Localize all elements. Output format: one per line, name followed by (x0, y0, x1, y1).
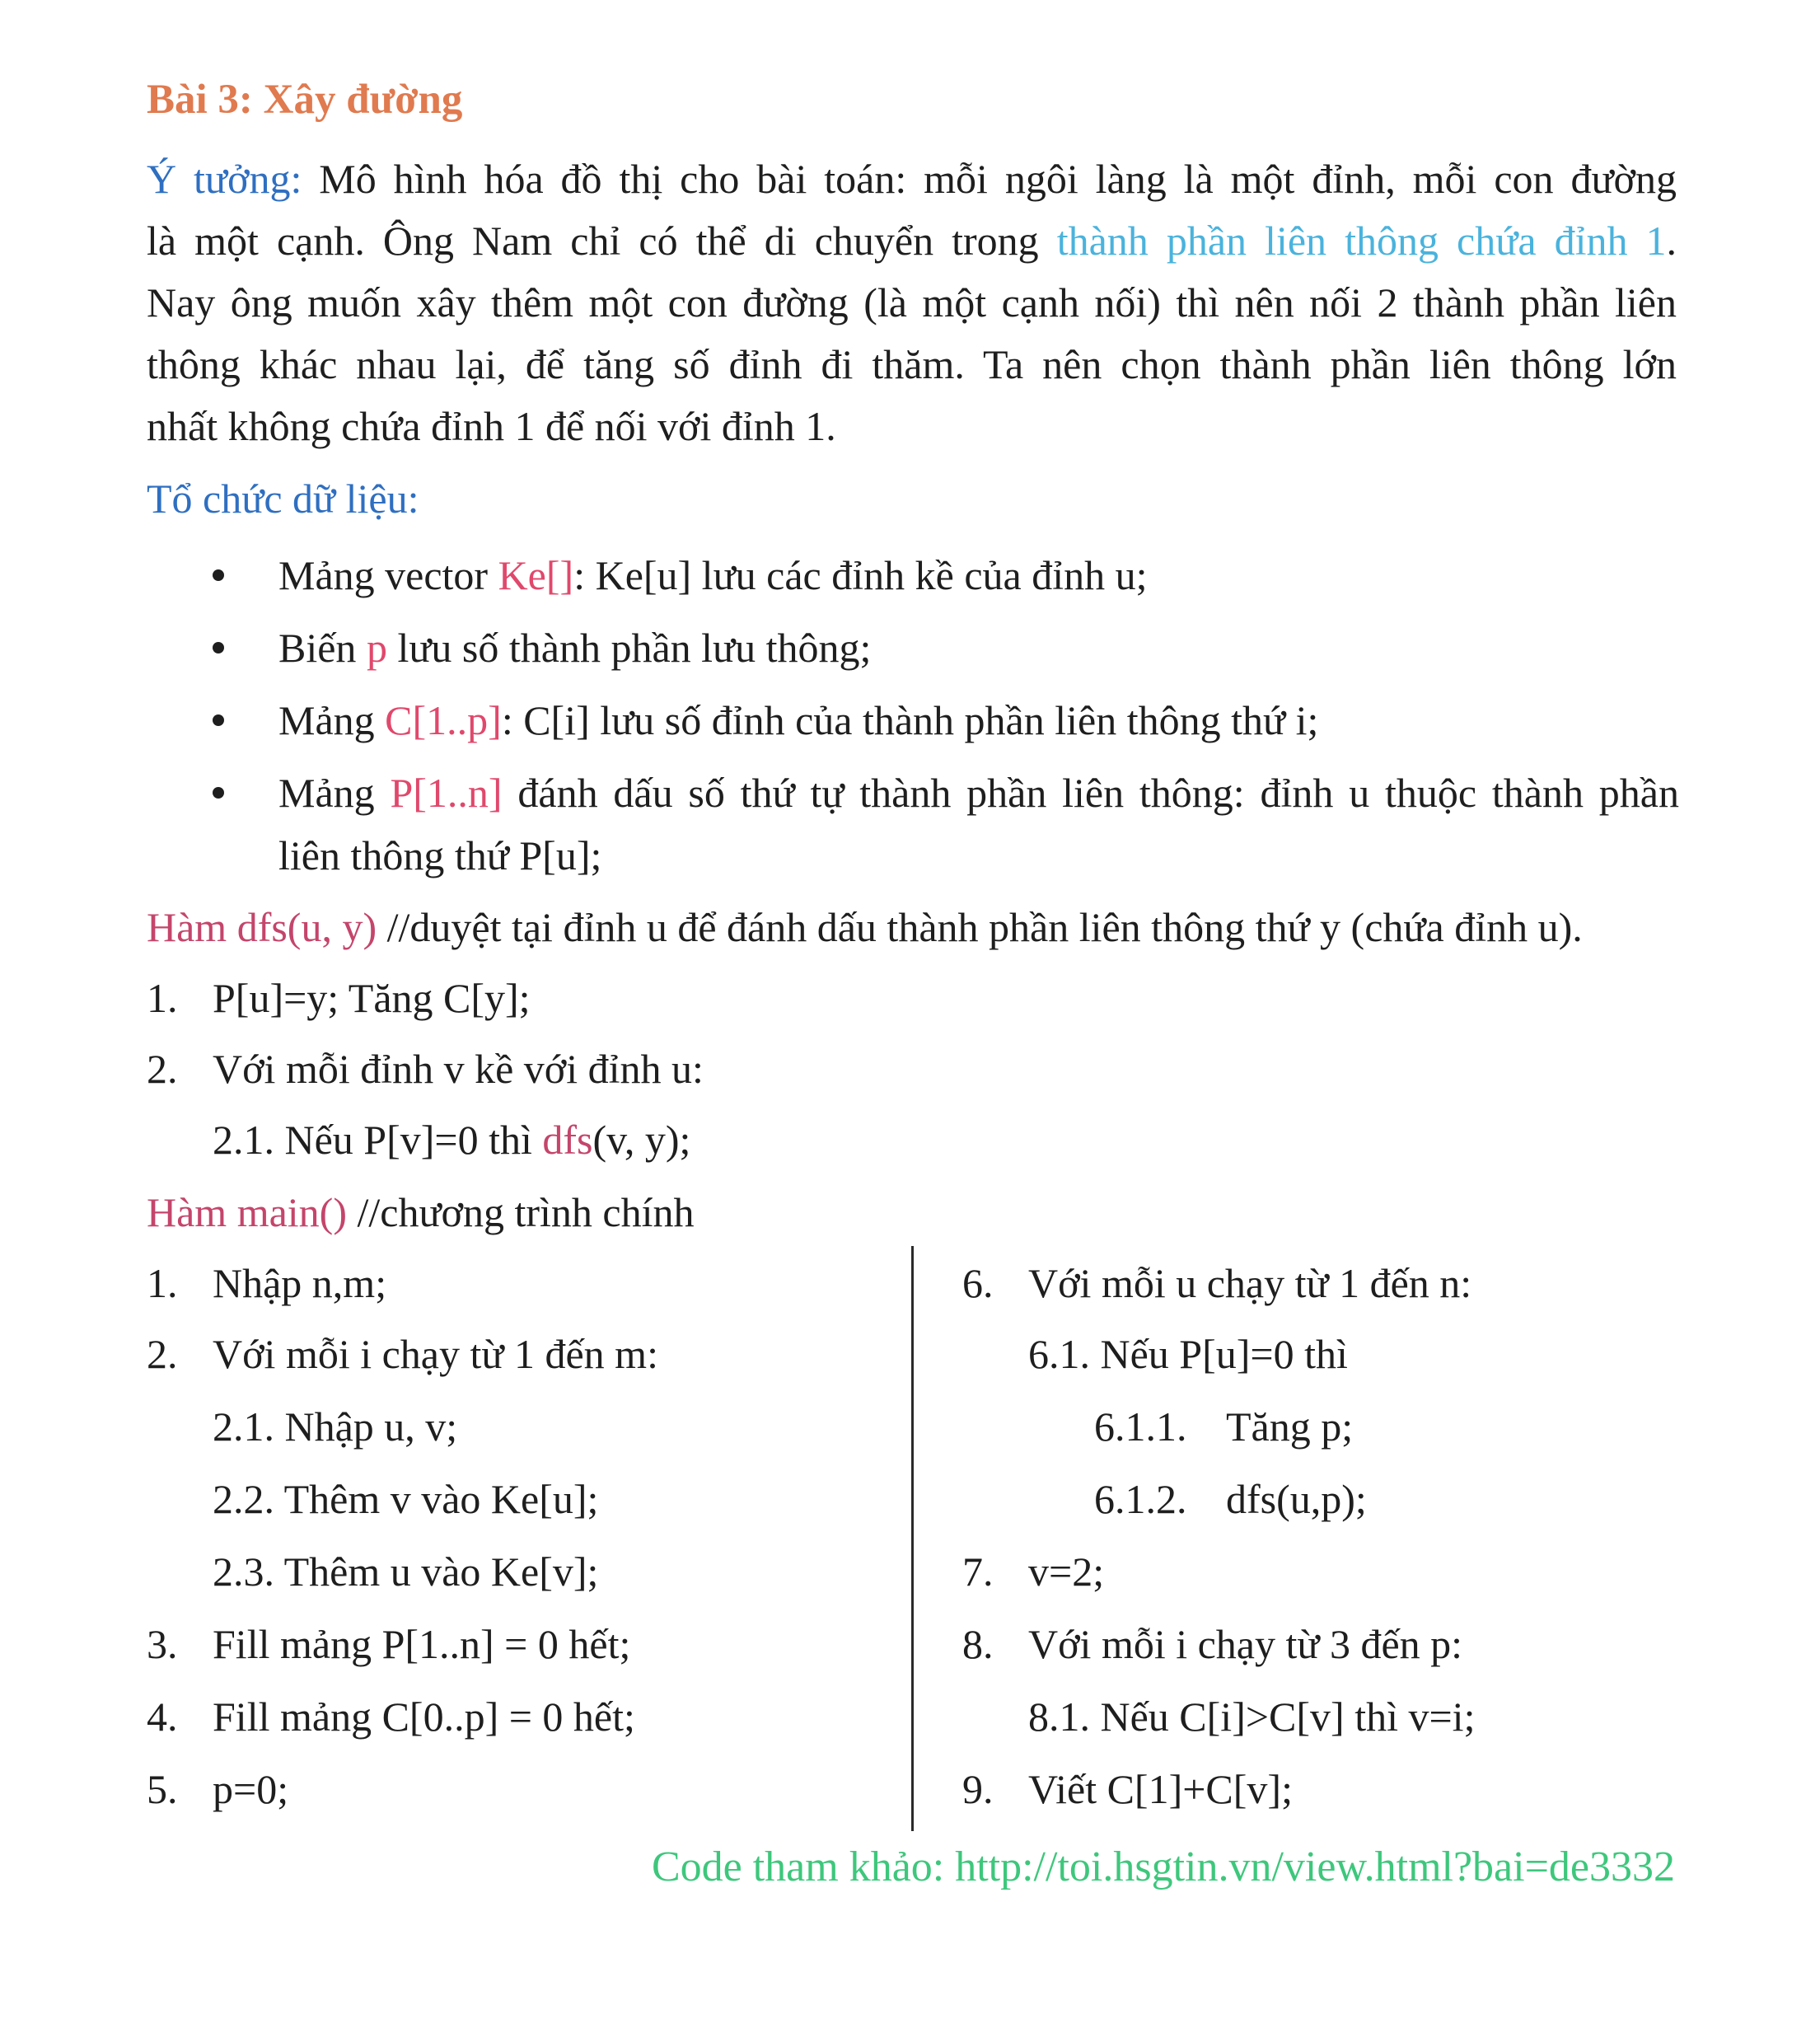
main-comment: //chương trình chính (346, 1189, 695, 1235)
main-step-1 (147, 1262, 386, 1304)
step-text: dfs(u,p); (1226, 1476, 1367, 1522)
step-number: 1. (147, 1260, 178, 1306)
main-step-7 (962, 1548, 1105, 1595)
step-number: 4. (147, 1693, 178, 1740)
step-text: 2.1. Nếu P[v]=0 thì (213, 1117, 543, 1163)
bullet-item (147, 689, 1679, 752)
step-text: Viết C[1]+C[v]; (1028, 1766, 1293, 1812)
bullet-text: Mảng (278, 697, 386, 743)
step-text: Fill mảng P[1..n] = 0 hết; (213, 1621, 631, 1667)
bullet-text-line-2: liên thông thứ P[u]; (278, 832, 602, 878)
step-text: Với mỗi i chạy từ 3 đến p: (1028, 1621, 1463, 1667)
step-number: 2. (147, 1046, 178, 1092)
bullet-dot-icon (213, 714, 224, 726)
step-text: p=0; (213, 1766, 289, 1812)
main-step-3 (147, 1623, 630, 1665)
idea-text-1: Mô hình hóa đồ thị cho bài toán: mỗi ngôi làng là một đỉnh, mỗi con đường (302, 156, 1677, 202)
bullet-highlight: Ke[] (498, 552, 574, 598)
bullet-highlight: C[1..p] (385, 697, 502, 743)
bullet-text: : Ke[u] lưu các đỉnh kề của đỉnh u; (573, 552, 1148, 598)
step-number: 8. (962, 1621, 994, 1667)
step-number: 2. (147, 1331, 178, 1377)
dfs-step-1 (147, 977, 531, 1019)
bullet-text: Mảng vector (278, 552, 498, 598)
dfs-comment: //duyệt tại đỉnh u để đánh dấu thành phần liên thông thứ y (chứa đỉnh u). (377, 904, 1583, 950)
idea-line-2 (147, 210, 1677, 272)
bullet-text: Mảng (278, 770, 391, 816)
main-step-6-1-1 (1094, 1403, 1354, 1450)
step-number: 6.1.1. (1094, 1403, 1187, 1450)
idea-line-4: thông khác nhau lại, để tăng số đỉnh đi thăm. Ta nên chọn thành phần liên thông lớn (147, 341, 1677, 387)
data-bullet-list (147, 544, 1679, 897)
step-number: 6.1.2. (1094, 1476, 1187, 1522)
data-heading: Tổ chức dữ liệu: (147, 475, 419, 522)
step-text: Với mỗi i chạy từ 1 đến m: (213, 1331, 658, 1377)
idea-line-5: nhất không chứa đỉnh 1 để nối với đỉnh 1. (147, 403, 836, 449)
step-text: Với mỗi đỉnh v kề với đỉnh u: (213, 1046, 704, 1092)
main-step-4 (147, 1693, 635, 1740)
problem-title: Bài 3: Xây đường (147, 77, 463, 123)
main-step-2-3: 2.3. Thêm u vào Ke[v]; (213, 1548, 599, 1595)
dfs-function-name: Hàm dfs(u, y) (147, 904, 377, 950)
step-number: 1. (147, 975, 178, 1021)
main-step-5 (147, 1768, 288, 1810)
main-step-2 (147, 1333, 658, 1375)
main-step-6-1-2 (1094, 1478, 1367, 1520)
bullet-text: đánh dấu số thứ tự thành phần liên thông: đỉnh u thuộc thành phần (502, 770, 1679, 816)
bullet-item (147, 616, 1679, 679)
main-function-name: Hàm main() (147, 1189, 347, 1235)
bullet-highlight: P[1..n] (390, 770, 503, 816)
step-text: Với mỗi u chạy từ 1 đến n: (1028, 1260, 1472, 1306)
main-step-2-1: 2.1. Nhập u, v; (213, 1403, 458, 1450)
main-step-8-1: 8.1. Nếu C[i]>C[v] thì v=i; (1028, 1693, 1476, 1740)
reference-code-link[interactable]: Code tham khảo: http://toi.hsgtin.vn/view.html?bai=de3332 (651, 1843, 1675, 1890)
bullet-dot-icon (213, 787, 224, 799)
step-number: 7. (962, 1548, 994, 1595)
idea-text-2b: . (1666, 218, 1677, 264)
step-number: 6. (962, 1260, 994, 1306)
dfs-step-2-1 (213, 1117, 691, 1163)
main-step-9 (962, 1768, 1293, 1810)
bullet-text: : C[i] lưu số đỉnh của thành phần liên thông thứ i; (501, 697, 1319, 743)
bullet-highlight: p (366, 625, 387, 671)
idea-paragraph (147, 148, 1677, 457)
dfs-heading (147, 906, 1583, 948)
main-step-8 (962, 1623, 1462, 1665)
step-text: (v, y); (592, 1117, 691, 1163)
idea-label: Ý tưởng: (147, 156, 302, 202)
bullet-text: Biến (278, 625, 367, 671)
step-number: 9. (962, 1766, 994, 1812)
column-divider (911, 1246, 914, 1831)
idea-line-1 (147, 148, 1677, 210)
idea-highlight: thành phần liên thông chứa đỉnh 1 (1056, 218, 1667, 264)
dfs-step-2 (147, 1046, 704, 1092)
step-text: v=2; (1028, 1548, 1105, 1595)
bullet-dot-icon (213, 569, 224, 581)
bullet-item (147, 761, 1679, 887)
idea-line-3: Nay ông muốn xây thêm một con đường (là một cạnh nối) thì nên nối 2 thành phần liên (147, 279, 1677, 326)
bullet-item (147, 544, 1679, 607)
dfs-call-highlight: dfs (542, 1117, 593, 1163)
step-number: 5. (147, 1766, 178, 1812)
step-number: 3. (147, 1621, 178, 1667)
step-text: Nhập n,m; (213, 1260, 387, 1306)
step-text: Fill mảng C[0..p] = 0 hết; (213, 1693, 635, 1740)
bullet-text: lưu số thành phần lưu thông; (386, 625, 872, 671)
main-heading (147, 1189, 695, 1235)
idea-text-2a: là một cạnh. Ông Nam chỉ có thể di chuyển trong (147, 218, 1057, 264)
main-step-6-1: 6.1. Nếu P[u]=0 thì (1028, 1331, 1348, 1377)
step-text: Tăng p; (1226, 1403, 1354, 1450)
bullet-dot-icon (213, 642, 224, 653)
main-step-6 (962, 1262, 1471, 1304)
main-step-2-2: 2.2. Thêm v vào Ke[u]; (213, 1476, 599, 1522)
step-text: P[u]=y; Tăng C[y]; (213, 975, 531, 1021)
